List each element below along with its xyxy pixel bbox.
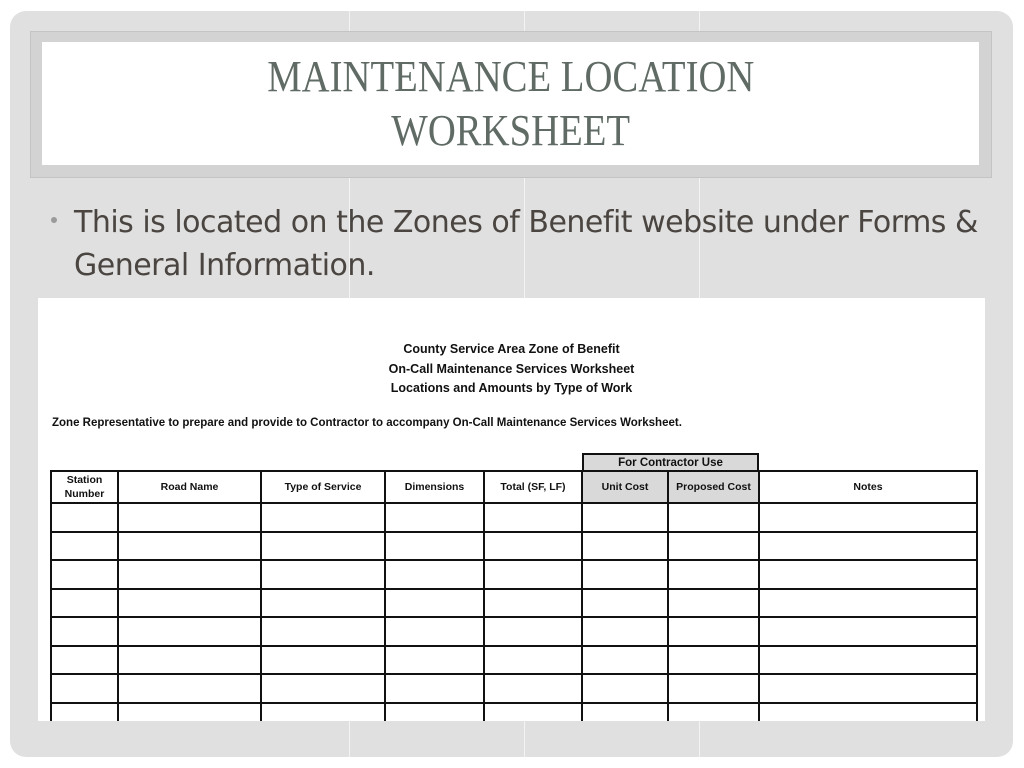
table-cell <box>668 560 759 589</box>
table-cell <box>484 674 582 703</box>
table-cell <box>484 703 582 722</box>
table-cell <box>118 617 261 646</box>
table-cell <box>484 532 582 561</box>
table-cell <box>759 532 977 561</box>
table-cell <box>582 532 668 561</box>
column-header-road-name: Road Name <box>118 471 261 503</box>
table-cell <box>582 617 668 646</box>
table-cell <box>385 503 484 532</box>
table-cell <box>385 674 484 703</box>
table-cell <box>118 674 261 703</box>
table-cell <box>582 503 668 532</box>
column-header-station-number: Station Number <box>51 471 118 503</box>
table-cell <box>261 646 385 675</box>
table-cell <box>51 503 118 532</box>
table-cell <box>118 589 261 618</box>
table-cell <box>668 703 759 722</box>
table-cell <box>261 674 385 703</box>
table-row <box>51 589 977 618</box>
table-cell <box>484 646 582 675</box>
table-cell <box>668 503 759 532</box>
worksheet-heading-line-2: On-Call Maintenance Services Worksheet <box>388 361 635 376</box>
table-cell <box>118 503 261 532</box>
table-cell <box>118 560 261 589</box>
table-cell <box>759 560 977 589</box>
column-header-notes: Notes <box>759 471 977 503</box>
bullet-icon <box>51 217 57 223</box>
bullet-text: This is located on the Zones of Benefit website under Forms & General Information. <box>74 205 978 283</box>
table-cell <box>582 703 668 722</box>
table-row <box>51 560 977 589</box>
table-row <box>51 674 977 703</box>
table-cell <box>261 703 385 722</box>
table-cell <box>582 560 668 589</box>
worksheet-table <box>50 470 978 721</box>
table-cell <box>759 617 977 646</box>
worksheet-heading <box>38 340 985 399</box>
table-cell <box>582 646 668 675</box>
column-header-unit-cost: Unit Cost <box>582 471 668 503</box>
table-cell <box>261 617 385 646</box>
table-cell <box>385 617 484 646</box>
slide <box>10 11 1013 757</box>
table-cell <box>759 503 977 532</box>
table-cell <box>261 532 385 561</box>
table-row <box>51 532 977 561</box>
column-header-type-of-service: Type of Service <box>261 471 385 503</box>
bullet-list <box>48 201 978 287</box>
table-cell <box>261 589 385 618</box>
table-cell <box>51 617 118 646</box>
table-header-row <box>51 471 977 503</box>
table-cell <box>261 560 385 589</box>
table-cell <box>51 560 118 589</box>
table-cell <box>385 646 484 675</box>
table-row <box>51 646 977 675</box>
table-cell <box>51 674 118 703</box>
table-cell <box>51 532 118 561</box>
table-row <box>51 617 977 646</box>
column-header-dimensions: Dimensions <box>385 471 484 503</box>
worksheet-heading-line-3: Locations and Amounts by Type of Work <box>390 381 633 395</box>
table-body <box>51 503 977 721</box>
table-row <box>51 503 977 532</box>
table-cell <box>261 503 385 532</box>
table-cell <box>385 703 484 722</box>
table-cell <box>51 646 118 675</box>
table-cell <box>668 646 759 675</box>
table-cell <box>759 703 977 722</box>
table-cell <box>484 589 582 618</box>
table-cell <box>759 674 977 703</box>
table-cell <box>118 703 261 722</box>
contractor-use-group-header: For Contractor Use <box>582 453 759 472</box>
table-cell <box>484 617 582 646</box>
table-cell <box>582 589 668 618</box>
table-cell <box>668 674 759 703</box>
table-cell <box>759 589 977 618</box>
table-cell <box>385 560 484 589</box>
table-cell <box>484 560 582 589</box>
table-cell <box>668 589 759 618</box>
table-cell <box>484 503 582 532</box>
slide-title-line-1: MAINTENANCE LOCATION <box>266 51 755 101</box>
table-cell <box>385 532 484 561</box>
table-cell <box>118 532 261 561</box>
worksheet-heading-line-1: County Service Area Zone of Benefit <box>403 342 620 356</box>
column-header-proposed-cost: Proposed Cost <box>668 471 759 503</box>
table-cell <box>118 646 261 675</box>
table-cell <box>759 646 977 675</box>
table-cell <box>668 617 759 646</box>
table-row <box>51 703 977 722</box>
worksheet-image <box>38 298 985 721</box>
table-cell <box>51 703 118 722</box>
worksheet-instruction: Zone Representative to prepare and provide to Contractor to accompany On-Call Maintenance Services Worksheet. <box>52 417 682 429</box>
slide-title-line-2: WORKSHEET <box>391 105 630 155</box>
title-box <box>42 42 979 165</box>
table-cell <box>582 674 668 703</box>
title-frame <box>30 31 992 178</box>
column-header-total: Total (SF, LF) <box>484 471 582 503</box>
table-cell <box>668 532 759 561</box>
table-cell <box>51 589 118 618</box>
table-cell <box>385 589 484 618</box>
